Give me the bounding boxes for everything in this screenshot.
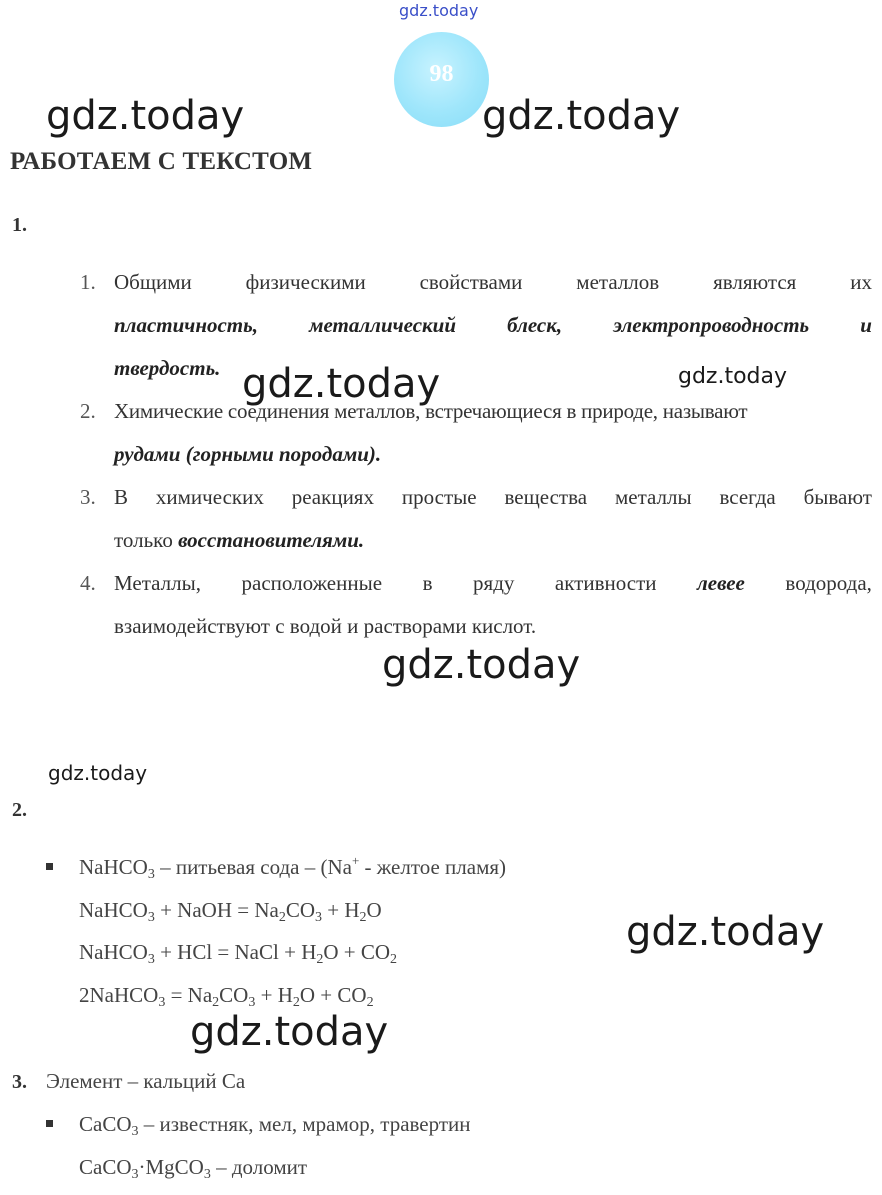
- watermark: gdz.today: [48, 761, 148, 785]
- watermark-top: gdz.today: [399, 1, 479, 20]
- question-intro: Элемент – кальций Ca: [46, 1069, 246, 1093]
- question-number: 1.: [12, 214, 27, 236]
- watermark: gdz.today: [242, 361, 441, 407]
- bullet: [46, 1120, 53, 1127]
- item-number: 2.: [80, 399, 96, 423]
- page-number-badge: [394, 32, 489, 127]
- formula-line: CaCO$_3$·MgCO$_3$ – доломит: [79, 1155, 308, 1182]
- watermark: gdz.today: [382, 642, 581, 688]
- question-number: 3.: [12, 1071, 27, 1093]
- item-line: только восстановителями.: [114, 528, 365, 552]
- item-number: 3.: [80, 485, 96, 509]
- formula-line: NaHCO$_3$ – питьевая сода – (Na+ - желтое пламя): [79, 853, 507, 882]
- formula-line: NaHCO$_3$ + NaOH = $Na_2CO_3 + H_2O$: [79, 898, 382, 925]
- page-number: 98: [429, 61, 454, 87]
- item-line: Общими физическими свойствами металлов являются их: [114, 270, 872, 294]
- formula-line: NaHCO$_3$ + HCl = NaCl + $H_2O + CO_2$: [79, 940, 398, 967]
- formula-line: 2NaHCO$_3$ = $Na_2CO_3 + H_2O + CO_2$: [79, 983, 374, 1010]
- question-number: 2.: [12, 799, 27, 821]
- bullet: [46, 863, 53, 870]
- watermark: gdz.today: [46, 93, 245, 139]
- item-number: 4.: [80, 571, 96, 595]
- item-line: взаимодействуют с водой и растворами кислот.: [114, 614, 537, 638]
- watermark: gdz.today: [678, 364, 788, 389]
- formula-line: CaCO$_3$ – известняк, мел, мрамор, травертин: [79, 1112, 471, 1139]
- item-number: 1.: [80, 270, 96, 294]
- item-line-emphasis: твердость.: [114, 356, 221, 380]
- watermark: gdz.today: [626, 909, 825, 955]
- item-line: Химические соединения металлов, встречающиеся в природе, называют: [114, 399, 748, 423]
- section-title: РАБОТАЕМ С ТЕКСТОМ: [10, 148, 313, 175]
- item-line: В химических реакциях простые вещества металлы всегда бывают: [114, 485, 872, 509]
- item-line: Металлы, расположенные в ряду активности левее водорода,: [114, 571, 872, 595]
- watermark: gdz.today: [482, 93, 681, 139]
- item-line-emphasis: пластичность, металлический блеск, электропроводность и: [114, 313, 872, 337]
- item-line-emphasis: рудами (горными породами).: [114, 442, 382, 466]
- watermark: gdz.today: [190, 1009, 389, 1055]
